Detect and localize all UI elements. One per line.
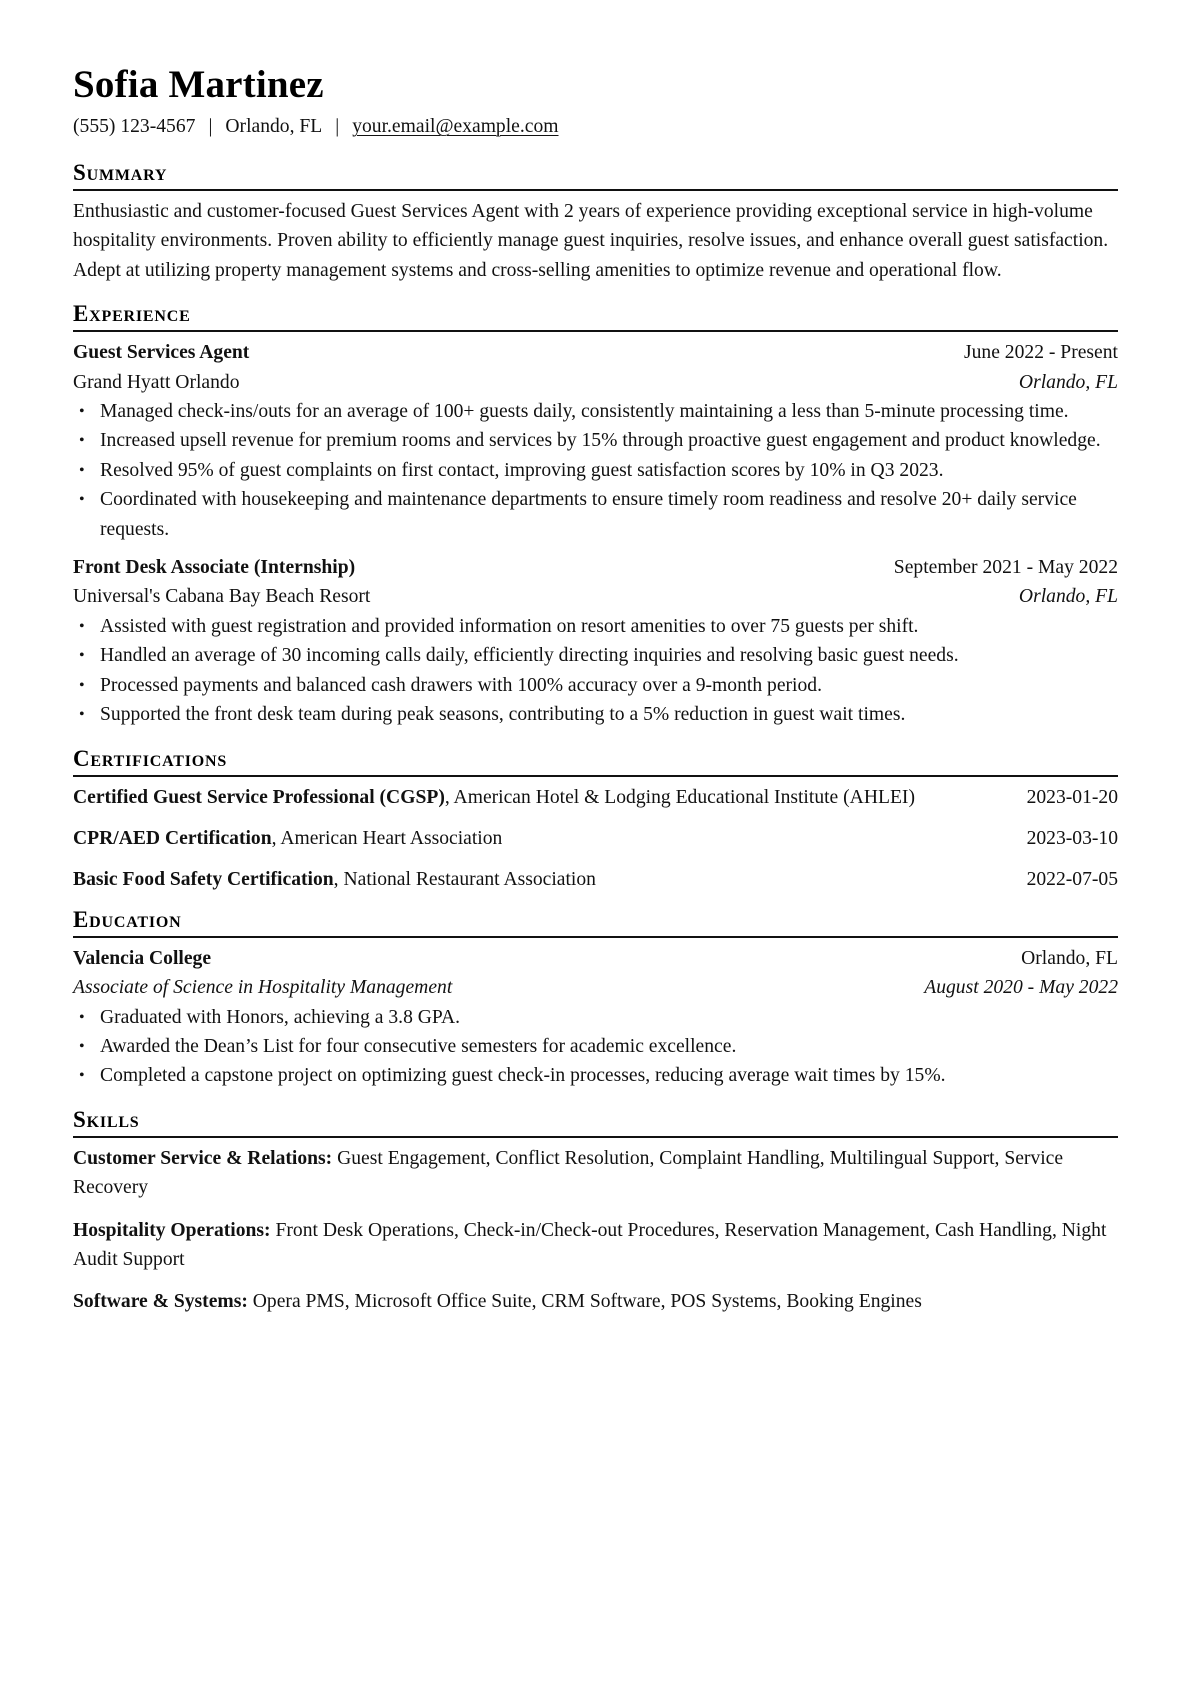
email-link[interactable]: your.email@example.com: [352, 116, 559, 137]
school-location: Orlando, FL: [1021, 947, 1118, 969]
candidate-name: Sofia Martinez: [73, 63, 324, 106]
bullet-item: • Awarded the Dean’s List for four consecutive semesters for academic excellence.: [73, 1032, 1118, 1061]
job-location: Orlando, FL: [1018, 371, 1118, 393]
skill-list: Front Desk Operations, Check-in/Check-out Procedures, Reservation Management, Cash Handling, Night Audit Support: [73, 1219, 1107, 1270]
bullet-item: • Assisted with guest registration and provided information on resort amenities to over 75 guests per shift.: [73, 612, 1118, 641]
job-title: Guest Services Agent: [73, 342, 250, 364]
certification-item: [73, 783, 1118, 812]
certification-issuer: , American Hotel & Lodging Educational Institute (AHLEI): [444, 786, 915, 808]
certifications-section: [73, 746, 1118, 895]
bullet-item: • Completed a capstone project on optimizing guest check-in processes, reducing average wait times by 15%.: [73, 1061, 1118, 1090]
degree: Associate of Science in Hospitality Management: [73, 977, 453, 999]
bullet-item: • Increased upsell revenue for premium rooms and services by 15% through proactive guest engagement and product knowledge.: [73, 426, 1118, 455]
skill-group: [73, 1144, 1118, 1203]
section-title: Education: [73, 907, 1118, 938]
company: Universal's Cabana Bay Beach Resort: [73, 586, 371, 608]
bullet-item: • Coordinated with housekeeping and maintenance departments to ensure timely room readiness and resolve 20+ daily service requests.: [73, 485, 1118, 544]
job-dates: June 2022 - Present: [963, 342, 1118, 364]
summary-text: Enthusiastic and customer-focused Guest Services Agent with 2 years of experience providing exceptional service in high-volume hospitality environments. Proven ability to efficiently manage guest inquiries, resolve issues, and enhance overall guest satisfaction. Adept at utilizing property management systems and cross-selling amenities to optimize revenue and operational flow.: [73, 201, 1109, 281]
certification-issuer: , American Heart Association: [271, 827, 503, 849]
skill-category: Customer Service & Relations:: [73, 1147, 333, 1169]
company: Grand Hyatt Orlando: [73, 371, 240, 393]
certification-name: CPR/AED Certification: [73, 827, 272, 849]
certification-item: [73, 865, 1118, 894]
job-location: Orlando, FL: [1018, 586, 1118, 608]
bullet-item: • Handled an average of 30 incoming calls daily, efficiently directing inquiries and resolving basic guest needs.: [73, 641, 1118, 670]
section-title: Experience: [73, 301, 1118, 332]
job-title: Front Desk Associate (Internship): [73, 557, 356, 579]
separator: |: [335, 116, 340, 137]
skill-category: Software & Systems:: [73, 1291, 248, 1313]
education-bullets: [73, 1003, 1118, 1091]
skill-group: [73, 1287, 1118, 1316]
section-title: Skills: [73, 1107, 1118, 1138]
contact-line: [73, 112, 1118, 141]
skills-section: [73, 1107, 1118, 1317]
section-title: Summary: [73, 160, 1118, 191]
skill-category: Hospitality Operations:: [73, 1219, 271, 1241]
section-title: Certifications: [73, 746, 1118, 777]
certification-item: [73, 824, 1118, 853]
certification-date: 2023-01-20: [1026, 786, 1118, 808]
separator: |: [208, 116, 213, 137]
bullet-item: • Graduated with Honors, achieving a 3.8 GPA.: [73, 1003, 1118, 1032]
job-bullets: [73, 397, 1118, 544]
experience-section: [73, 301, 1118, 729]
bullet-item: • Managed check-ins/outs for an average of 100+ guests daily, consistently maintaining a less than 5-minute processing time.: [73, 397, 1118, 426]
bullet-item: • Supported the front desk team during peak seasons, contributing to a 5% reduction in guest wait times.: [73, 700, 1118, 729]
skill-list: Guest Engagement, Conflict Resolution, Complaint Handling, Multilingual Support, Service Recovery: [73, 1147, 1064, 1199]
skill-group: [73, 1216, 1118, 1275]
skill-list: Opera PMS, Microsoft Office Suite, CRM Software, POS Systems, Booking Engines: [247, 1291, 922, 1313]
education-dates: August 2020 - May 2022: [924, 977, 1118, 999]
certification-issuer: , National Restaurant Association: [333, 869, 596, 891]
school-name: Valencia College: [73, 947, 212, 969]
summary-section: [73, 160, 1118, 285]
bullet-item: • Processed payments and balanced cash drawers with 100% accuracy over a 9-month period.: [73, 671, 1118, 700]
certification-name: Certified Guest Service Professional (CGSP): [73, 786, 445, 808]
phone: (555) 123-4567: [73, 116, 196, 137]
job-bullets: [73, 612, 1118, 730]
certification-date: 2022-07-05: [1026, 869, 1118, 891]
certification-date: 2023-03-10: [1026, 827, 1118, 849]
job-dates: September 2021 - May 2022: [893, 557, 1118, 579]
job-entry: [73, 553, 1118, 729]
job-entry: [73, 338, 1118, 544]
certification-name: Basic Food Safety Certification: [73, 869, 334, 891]
resume-page: [73, 62, 1118, 1330]
location: Orlando, FL: [225, 116, 323, 137]
bullet-item: • Resolved 95% of guest complaints on first contact, improving guest satisfaction scores by 10% in Q3 2023.: [73, 456, 1118, 485]
education-section: [73, 907, 1118, 1091]
